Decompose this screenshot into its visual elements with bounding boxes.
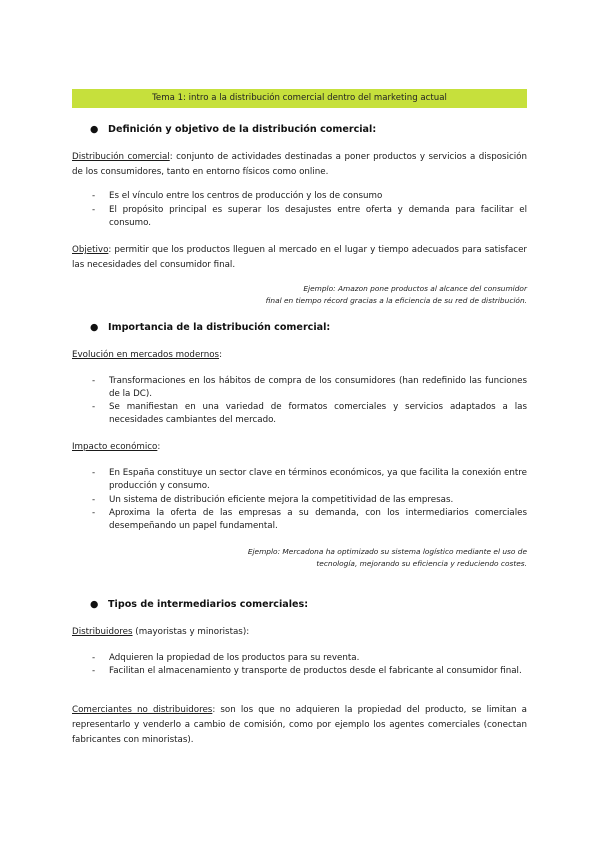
definition-term: Distribución comercial <box>72 152 170 162</box>
bullet-icon: ● <box>90 124 99 135</box>
list-item: - Un sistema de distribución eficiente mejora la competitividad de las empresas. <box>92 495 454 505</box>
subsection-label: Impacto económico: <box>72 442 161 452</box>
merchants-paragraph: Comerciantes no distribuidores: son los que no adquieren la propiedad del producto, se limitan a representarlo y venderlo a cambio de comisión, como por ejemplo los agentes comerciales (conectan fabricantes con minoristas). <box>72 705 527 745</box>
subsection-label: Distribuidores (mayoristas y minoristas): <box>72 627 250 637</box>
document-title: Tema 1: intro a la distribución comercial dentro del marketing actual <box>72 89 527 108</box>
bullet-icon: ● <box>90 599 99 610</box>
subsection-label: Evolución en mercados modernos: <box>72 350 222 360</box>
section-heading-tipos: ● Tipos de intermediarios comerciales: <box>90 599 309 610</box>
list-item: - Facilitan el almacenamiento y transporte de productos desde el fabricante al consumidor final. <box>92 666 522 676</box>
objective-term: Objetivo <box>72 245 109 255</box>
example-note: Ejemplo: Mercadona ha optimizado su sistema logístico mediante el uso de tecnología, mejorando su eficiencia y reduciendo costes. <box>247 547 527 568</box>
objective-paragraph: Objetivo: permitir que los productos lleguen al mercado en el lugar y tiempo adecuados para satisfacer las necesidades del consumidor final. <box>72 245 527 270</box>
list-item: - Aproxima la oferta de las empresas a su demanda, con los intermediarios comerciales desempeñando un papel fundamental. <box>92 508 527 532</box>
list-item: - En España constituye un sector clave en términos económicos, ya que facilita la conexión entre producción y consumo. <box>92 468 527 492</box>
example-note: Ejemplo: Amazon pone productos al alcance del consumidor final en tiempo récord gracias a la eficiencia de su red de distribución. <box>265 284 527 305</box>
list-item: - Transformaciones en los hábitos de compra de los consumidores (han redefinido las funciones de la DC). <box>92 376 527 400</box>
list-item: - Se manifiestan en una variedad de formatos comerciales y servicios adaptados a las necesidades cambiantes del mercado. <box>92 402 527 426</box>
bullet-icon: ● <box>90 322 99 333</box>
section-heading-definicion: ● Definición y objetivo de la distribución comercial: <box>90 124 377 135</box>
list-item: - Es el vínculo entre los centros de producción y los de consumo <box>92 191 383 201</box>
section-heading-importancia: ● Importancia de la distribución comercial: <box>90 322 331 333</box>
list-item: - Adquieren la propiedad de los productos para su reventa. <box>92 653 360 663</box>
list-item: - El propósito principal es superar los desajustes entre oferta y demanda para facilitar el consumo. <box>92 205 527 229</box>
definition-paragraph: Distribución comercial: conjunto de actividades destinadas a poner productos y servicios a disposición de los consumidores, tanto en entorno físicos como online. <box>72 152 527 177</box>
